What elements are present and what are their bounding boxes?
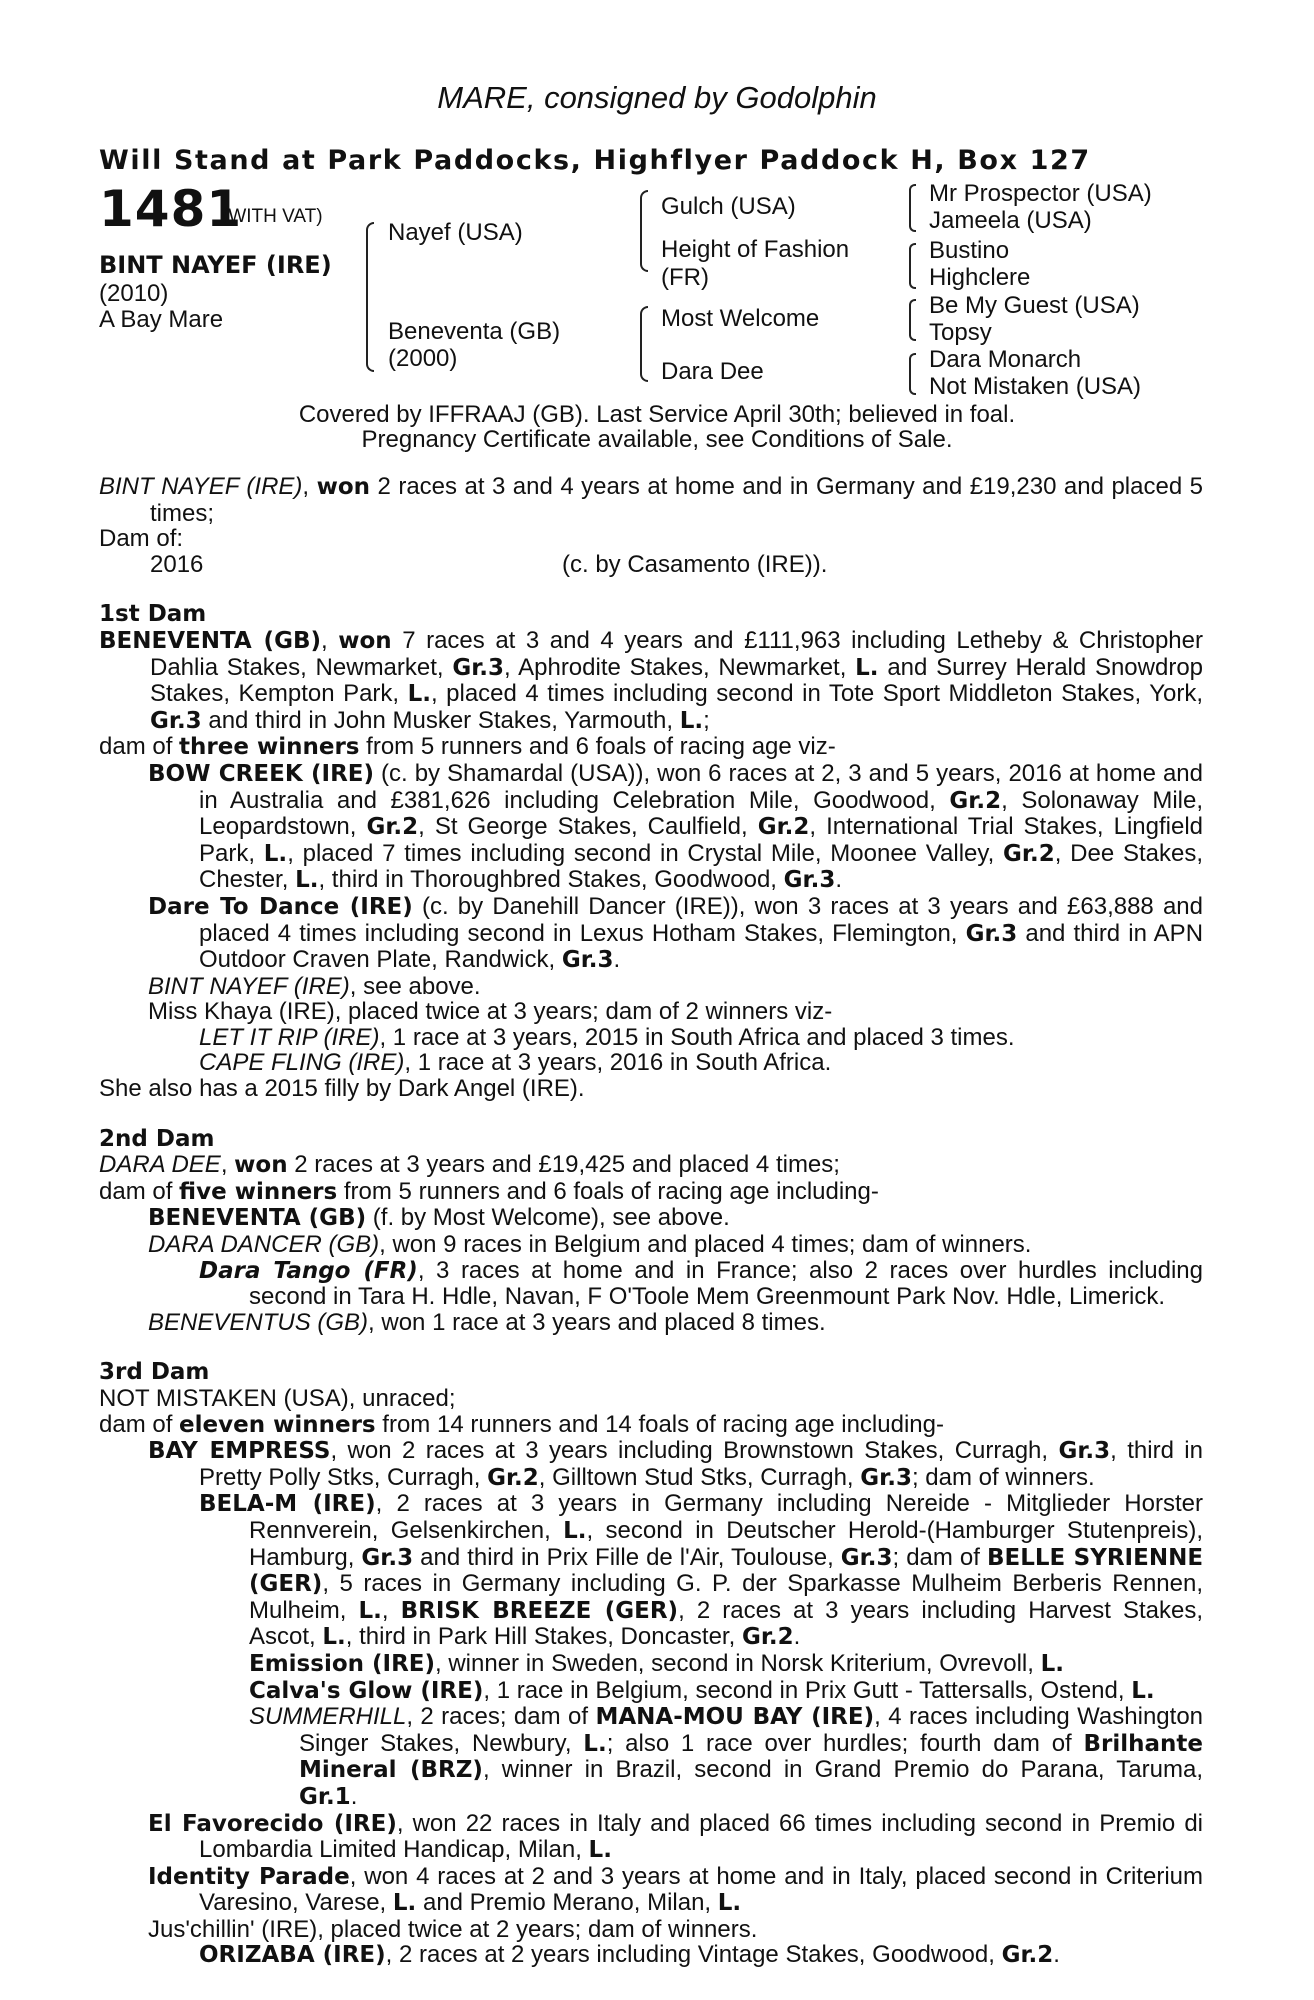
first-dam-record: BENEVENTA (GB), won 7 races at 3 and 4 years and £111,963 including Letheby & Christopher Dahlia Stakes, Newmarket, Gr.3, Aphrodite Stakes, Newmarket, L. and Surrey Herald Snowdrop Stakes, Kempton Park, L., placed 4 times including second in Tote Sport Middleton Stakes, York, Gr.3 and third in John Musker Stakes, Yarmouth, L.; xyxy=(99,626,1204,734)
ped-dam: Beneventa (GB) xyxy=(388,318,561,345)
stand-location: Will Stand at Park Paddocks, Highflyer Paddock H, Box 127 xyxy=(99,145,1091,176)
covering-line-2: Pregnancy Certificate available, see Conditions of Sale. xyxy=(361,426,953,453)
produce-text: , second in Deutscher Herold-(Hamburger Stutenpreis), Hamburg, xyxy=(249,1516,1204,1571)
grade-badge: Gr.3 xyxy=(452,654,505,681)
produce-text: , 1 race at 3 years, 2016 in South Africa. xyxy=(404,1049,832,1077)
produce-text: , won 1 race at 3 years and placed 8 times. xyxy=(368,1308,826,1336)
produce-name: Calva's Glow (IRE) xyxy=(249,1677,484,1704)
produce-text: , 1 race at 3 years, 2015 in South Africa and placed 3 times. xyxy=(379,1023,1015,1051)
horse-description: A Bay Mare xyxy=(99,306,224,333)
ped-sire-dam: Height of Fashion xyxy=(661,236,850,263)
produce-name: Emission (IRE) xyxy=(249,1650,436,1677)
produce-text: and third in Prix Fille de l'Air, Toulouse, xyxy=(420,1543,834,1571)
winners-count: three winners xyxy=(179,734,360,761)
produce-year: 2016 xyxy=(150,550,204,578)
produce-text: , third in Park Hill Stakes, Doncaster, xyxy=(345,1623,736,1651)
first-dam-filly-note: She also has a 2015 filly by Dark Angel (IRE). xyxy=(99,1075,585,1103)
produce-cape-fling xyxy=(99,1050,1203,1076)
pedigree-brace-3d xyxy=(909,353,916,395)
produce-text: . xyxy=(1053,1941,1060,1969)
produce-bint-nayef xyxy=(99,974,1203,1000)
winners-count: five winners xyxy=(179,1178,338,1205)
produce-name: BRISK BREEZE (GER) xyxy=(400,1597,679,1624)
produce-bow-creek xyxy=(99,761,1203,894)
produce-text: , International Trial Stakes, Lingfield Park, xyxy=(199,813,1203,867)
produce-name: BAY EMPRESS xyxy=(148,1438,331,1465)
ped-g2: Jameela (USA) xyxy=(929,207,1092,234)
produce-beneventus xyxy=(99,1310,1203,1336)
produce-text: (c. by Shamardal (USA)), won 6 races at 2, 3 and 5 years, 2016 at home and in Australia and £381,626 including Celebration Mile, Goodwood, xyxy=(199,759,1203,814)
first-dam-produce-summary xyxy=(99,734,1203,761)
produce-row xyxy=(99,552,1203,578)
produce-dare-to-dance xyxy=(99,894,1203,974)
produce-name: SUMMERHILL xyxy=(249,1703,407,1731)
grade-badge: Gr.3 xyxy=(783,867,836,894)
pedigree-brace-2a xyxy=(640,190,648,272)
grade-badge: Gr.2 xyxy=(949,787,1002,814)
produce-dara-tango xyxy=(99,1258,1203,1310)
produce-emission xyxy=(99,1651,1203,1678)
first-dam-text-5: and third in John Musker Stakes, Yarmouth, xyxy=(208,706,674,734)
produce-dara-dancer xyxy=(99,1232,1203,1258)
produce-name: BELLE SYRIENNE (GER) xyxy=(249,1544,1204,1598)
ped-sire-sire: Gulch (USA) xyxy=(661,193,796,220)
intro-won: won xyxy=(316,474,371,500)
ped-dam-year: (2000) xyxy=(388,345,458,372)
second-dam-produce-summary xyxy=(99,1179,1203,1206)
pedigree-brace-3c xyxy=(909,299,916,341)
lot-vat-note: (WITH VAT) xyxy=(222,206,323,227)
first-dam-text-4: , placed 4 times including second in Tote Sport Middleton Stakes, York, xyxy=(431,680,1204,708)
produce-name: MANA-MOU BAY (IRE) xyxy=(595,1704,875,1731)
listed-badge: L. xyxy=(1040,1650,1064,1677)
produce-text: . xyxy=(835,866,843,894)
grade-badge: Gr.3 xyxy=(150,707,202,734)
produce-text: , 4 races including Washington Singer Stakes, Newbury, xyxy=(299,1703,1204,1757)
grade-badge: Gr.3 xyxy=(860,1464,912,1491)
produce-text: , St George Stakes, Caulfield, xyxy=(418,813,748,841)
dam-of-text: dam of xyxy=(99,1177,173,1205)
catalogue-body xyxy=(99,474,1203,1969)
produce-orizaba xyxy=(99,1942,1203,1969)
listed-badge: L. xyxy=(855,654,879,681)
grade-badge: Gr.2 xyxy=(757,814,810,841)
runners-text: from 5 runners and 6 foals of racing age viz- xyxy=(366,733,836,761)
produce-text: . xyxy=(793,1623,801,1651)
grade-badge: Gr.3 xyxy=(965,920,1018,947)
produce-text: , placed 7 times including second in Crystal Mile, Moonee Valley, xyxy=(287,839,995,867)
dam-of-text: dam of xyxy=(99,1410,173,1438)
pedigree-brace-2b xyxy=(640,306,648,382)
grade-badge: Gr.2 xyxy=(741,1624,794,1651)
produce-text: , Solonaway Mile, Leopardstown, xyxy=(199,786,1203,841)
second-dam-won: won xyxy=(234,1152,288,1179)
grade-badge: Gr.1 xyxy=(299,1783,351,1810)
ped-g7: Dara Monarch xyxy=(929,346,1082,373)
produce-bela-m xyxy=(99,1491,1203,1651)
produce-text: (f. by Most Welcome), see above. xyxy=(372,1204,730,1232)
page-header: MARE, consigned by Godolphin xyxy=(437,80,877,115)
first-dam-won: won xyxy=(338,627,392,654)
grade-badge: Gr.3 xyxy=(840,1544,893,1571)
intro-text: 2 races at 3 and 4 years at home and in Germany and £19,230 and placed 5 times; xyxy=(150,473,1204,527)
produce-text: , xyxy=(381,1596,389,1624)
produce-name: CAPE FLING (IRE) xyxy=(199,1049,405,1077)
grade-badge: Gr.2 xyxy=(1001,1942,1054,1969)
first-dam-text-3: and Surrey Herald Snowdrop Stakes, Kempton Park, xyxy=(150,653,1204,708)
runners-text: from 5 runners and 6 foals of racing age including- xyxy=(343,1177,879,1205)
listed-badge: L. xyxy=(263,840,288,867)
produce-text: and Premio Merano, Milan, xyxy=(422,1889,712,1917)
produce-name: Dara Tango (FR) xyxy=(199,1257,418,1284)
produce-name: BOW CREEK (IRE) xyxy=(148,760,374,787)
ped-sire: Nayef (USA) xyxy=(388,219,523,246)
listed-badge: L. xyxy=(679,707,704,734)
produce-text: , Dee Stakes, Chester, xyxy=(199,839,1203,894)
listed-badge: L. xyxy=(717,1890,742,1917)
produce-text: , won 22 races in Italy and placed 66 times including second in Premio di Lombardia Limited Handicap, Milan, xyxy=(199,1809,1204,1864)
ped-g5: Be My Guest (USA) xyxy=(929,292,1140,319)
ped-sire-dam-country: (FR) xyxy=(661,264,709,291)
grade-badge: Gr.2 xyxy=(487,1464,539,1491)
produce-bay-empress xyxy=(99,1438,1203,1491)
intro-paragraph: BINT NAYEF (IRE), won 2 races at 3 and 4 years at home and in Germany and £19,230 and placed 5 times; xyxy=(99,473,1204,527)
listed-badge: L. xyxy=(583,1730,607,1757)
listed-badge: L. xyxy=(563,1517,587,1544)
ped-g3: Bustino xyxy=(929,237,1010,264)
produce-name: El Favorecido (IRE) xyxy=(148,1810,397,1837)
produce-text: ; also 1 race over hurdles; fourth dam of xyxy=(606,1729,1072,1757)
produce-name: ORIZABA (IRE) xyxy=(199,1942,386,1969)
first-dam-text-1: 7 races at 3 and 4 years and £111,963 including Letheby & Christopher Dahlia Stakes, Newmarket, xyxy=(150,626,1203,681)
produce-text: . xyxy=(350,1782,358,1810)
lot-number: 1481 xyxy=(99,180,243,238)
dam-of-text: dam of xyxy=(99,733,173,761)
first-dam-heading: 1st Dam xyxy=(99,601,207,628)
produce-name: BELA-M (IRE) xyxy=(199,1491,376,1518)
ped-g6: Topsy xyxy=(929,319,992,346)
horse-year: (2010) xyxy=(99,280,169,307)
first-dam-text-6: ; xyxy=(703,706,710,734)
ped-dam-dam: Dara Dee xyxy=(661,358,764,385)
ped-dam-sire: Most Welcome xyxy=(661,305,820,332)
listed-badge: L. xyxy=(322,1624,346,1651)
third-dam-record: NOT MISTAKEN (USA), unraced; xyxy=(99,1385,456,1412)
produce-text: , Gilltown Stud Stks, Curragh, xyxy=(538,1463,854,1491)
produce-name: DARA DANCER (GB) xyxy=(148,1231,380,1259)
produce-let-it-rip xyxy=(99,1025,1203,1051)
produce-text: , winner in Sweden, second in Norsk Kriterium, Ovrevoll, xyxy=(435,1649,1034,1677)
produce-beneventa xyxy=(99,1205,1203,1232)
pedigree-brace-3a xyxy=(909,184,916,232)
produce-text: , 2 races at 3 years in Germany including Nereide - Mitglieder Horster Rennverein, Gelsenkirchen, xyxy=(249,1490,1203,1544)
produce-desc: (c. by Casamento (IRE)). xyxy=(562,550,828,578)
produce-text: , 2 races at 3 years including Harvest Stakes, Ascot, xyxy=(249,1596,1204,1651)
produce-identity-parade xyxy=(99,1864,1203,1917)
horse-name: BINT NAYEF (IRE) xyxy=(99,251,332,279)
produce-name: Identity Parade xyxy=(148,1863,350,1890)
produce-text: , won 9 races in Belgium and placed 4 times; dam of winners. xyxy=(379,1231,1032,1259)
second-dam-text: 2 races at 3 years and £19,425 and placed 4 times; xyxy=(294,1151,840,1179)
first-dam-text-2: , Aphrodite Stakes, Newmarket, xyxy=(504,653,847,681)
produce-text: , won 2 races at 3 years including Brownstown Stakes, Curragh, xyxy=(330,1437,1049,1465)
produce-text: , winner in Brazil, second in Grand Premio do Parana, Taruma, xyxy=(482,1756,1203,1784)
grade-badge: Gr.3 xyxy=(1058,1438,1111,1465)
ped-g8: Not Mistaken (USA) xyxy=(929,373,1142,400)
produce-calvas-glow xyxy=(99,1678,1203,1705)
grade-badge: Gr.2 xyxy=(1003,840,1055,867)
produce-juschillin: Jus'chillin' (IRE), placed twice at 2 years; dam of winners. xyxy=(148,1915,758,1943)
produce-el-favorecido xyxy=(99,1811,1203,1864)
covering-line-1: Covered by IFFRAAJ (GB). Last Service April 30th; believed in foal. xyxy=(298,401,1016,428)
listed-badge: L. xyxy=(295,867,319,894)
produce-text: , third in Pretty Polly Stks, Curragh, xyxy=(199,1437,1203,1491)
intro-name: BINT NAYEF (IRE) xyxy=(99,473,303,500)
produce-text: ; dam of xyxy=(892,1543,980,1571)
produce-text: and third in APN Outdoor Craven Plate, Randwick, xyxy=(199,919,1204,974)
runners-text: from 14 runners and 14 foals of racing age including- xyxy=(382,1410,944,1438)
produce-name: BENEVENTA (GB) xyxy=(148,1205,367,1232)
pedigree-brace-1 xyxy=(366,222,374,372)
produce-text: , see above. xyxy=(349,972,481,1000)
third-dam-produce-summary xyxy=(99,1412,1203,1439)
ped-g4: Highclere xyxy=(929,264,1031,291)
listed-badge: L. xyxy=(392,1890,417,1917)
produce-miss-khaya: Miss Khaya (IRE), placed twice at 3 years; dam of 2 winners viz- xyxy=(148,998,833,1026)
listed-badge: L. xyxy=(1131,1677,1155,1704)
produce-name: BENEVENTUS (GB) xyxy=(148,1308,369,1336)
produce-name: Brilhante Mineral (BRZ) xyxy=(299,1730,1203,1784)
pedigree-brace-3b xyxy=(909,243,916,289)
produce-text: , 3 races at home and in France; also 2 races over hurdles including second in Tara H. Hdle, Navan, F O'Toole Mem Greenmount Park Nov. Hdle, Limerick. xyxy=(249,1256,1203,1311)
dam-of-label: Dam of: xyxy=(99,525,184,553)
produce-summerhill xyxy=(99,1704,1203,1810)
produce-name: Dare To Dance (IRE) xyxy=(148,893,413,920)
grade-badge: Gr.2 xyxy=(366,814,419,841)
listed-badge: L. xyxy=(358,1597,382,1624)
second-dam-name: DARA DEE xyxy=(99,1151,221,1179)
winners-count: eleven winners xyxy=(179,1411,376,1438)
listed-badge: L. xyxy=(407,681,431,708)
grade-badge: Gr.3 xyxy=(561,947,614,974)
produce-text: (c. by Danehill Dancer (IRE)), won 3 races at 3 years and £63,888 and placed 4 times including second in Lexus Hotham Stakes, Flemington, xyxy=(199,892,1204,947)
produce-name: BINT NAYEF (IRE) xyxy=(148,972,350,1000)
second-dam-heading: 2nd Dam xyxy=(99,1125,215,1152)
ped-g1: Mr Prospector (USA) xyxy=(929,180,1152,207)
produce-text: , 2 races; dam of xyxy=(406,1703,589,1731)
produce-text: , 1 race in Belgium, second in Prix Gutt - Tattersalls, Ostend, xyxy=(483,1676,1125,1704)
produce-text: , third in Thoroughbred Stakes, Goodwood, xyxy=(318,866,777,894)
grade-badge: Gr.3 xyxy=(361,1544,414,1571)
produce-text: , 5 races in Germany including G. P. der Sparkasse Mulheim Berberis Rennen, Mulheim, xyxy=(249,1570,1203,1624)
first-dam-name: BENEVENTA (GB) xyxy=(99,627,321,654)
produce-name: LET IT RIP (IRE) xyxy=(199,1023,380,1051)
produce-text: ; dam of winners. xyxy=(911,1463,1095,1491)
produce-text: . xyxy=(613,946,621,974)
listed-badge: L. xyxy=(588,1837,612,1864)
produce-text: , won 4 races at 2 and 3 years at home and in Italy, placed second in Criterium Varesino, Varese, xyxy=(199,1862,1203,1917)
produce-text: , 2 races at 2 years including Vintage Stakes, Goodwood, xyxy=(385,1941,995,1969)
third-dam-heading: 3rd Dam xyxy=(99,1359,210,1386)
second-dam-record: DARA DEE, won 2 races at 3 years and £19,425 and placed 4 times; xyxy=(99,1151,840,1179)
